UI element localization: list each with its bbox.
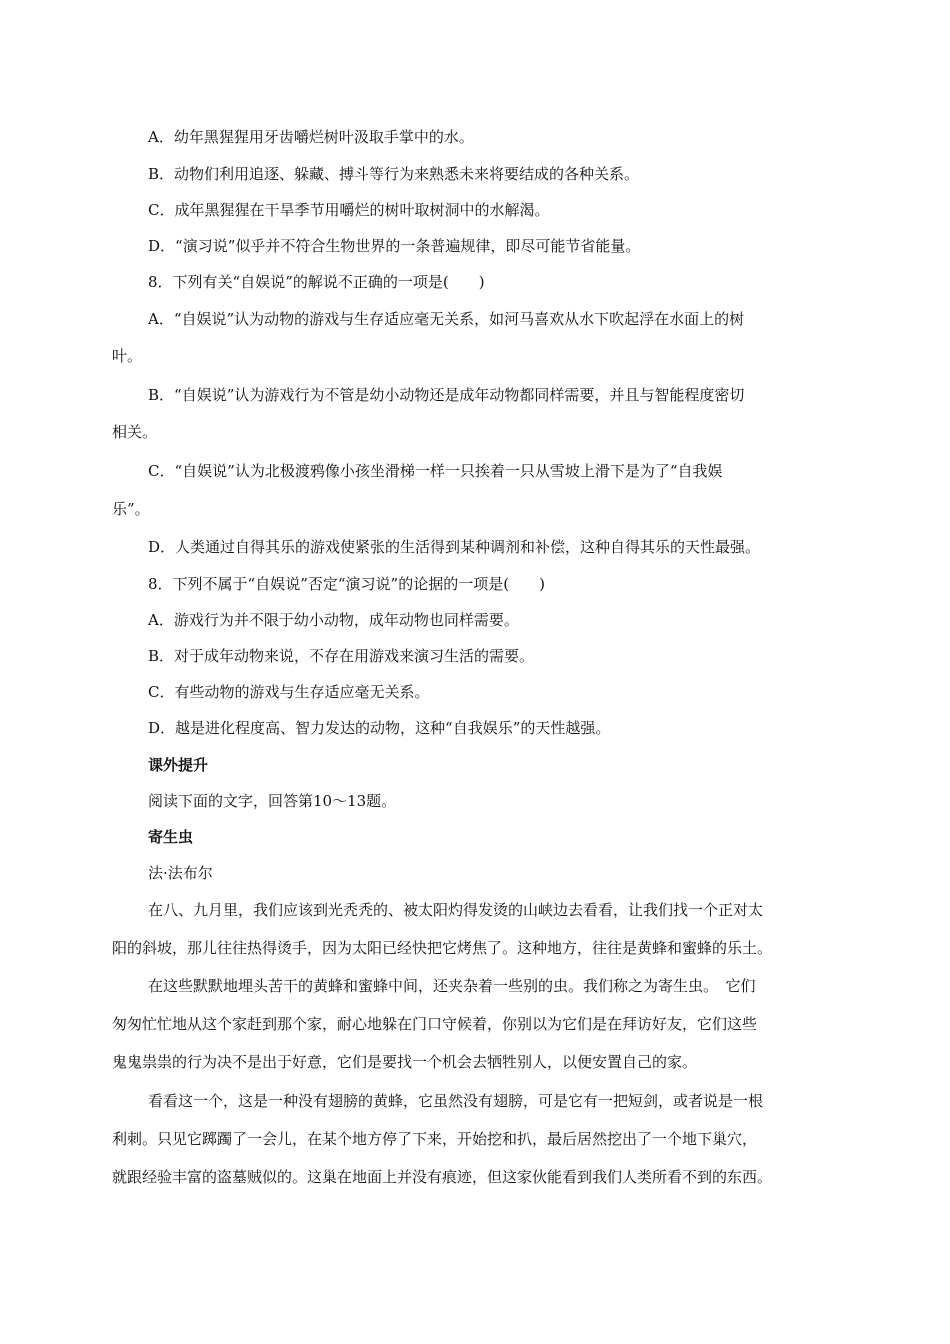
passage-title: 寄生虫 <box>148 828 194 846</box>
q8a-option-c-line1: C．“自娱说”认为北极渡鸦像小孩坐滑梯一样一只挨着一只从雪坡上滑下是为了“自我娱 <box>148 462 723 480</box>
passage-p2-line2: 匆匆忙忙地从这个家赶到那个家，耐心地躲在门口守候着，你别以为它们是在拜访好友，它们这些 <box>112 1015 758 1033</box>
q8a-option-b-line1: B．“自娱说”认为游戏行为不管是幼小动物还是成年动物都同样需要，并且与智能程度密切 <box>148 386 745 404</box>
q8b-option-b: B．对于成年动物来说，不存在用游戏来演习生活的需要。 <box>148 647 535 665</box>
section-instruction: 阅读下面的文字，回答第10～13题。 <box>148 792 397 810</box>
q8a-option-b-line2: 相关。 <box>112 423 158 441</box>
passage-p1-line2: 阳的斜坡，那儿往往热得烫手，因为太阳已经快把它烤焦了。这种地方，往往是黄蜂和蜜蜂的乐土。 <box>112 939 773 957</box>
passage-p2-line3: 鬼鬼祟祟的行为决不是出于好意，它们是要找一个机会去牺牲别人，以便安置自己的家。 <box>112 1053 698 1071</box>
passage-p3-line2: 利刺。只见它踯躅了一会儿，在某个地方停了下来，开始挖和扒，最后居然挖出了一个地下巢穴， <box>112 1130 758 1148</box>
q8b-option-d: D．越是进化程度高、智力发达的动物，这种“自我娱乐”的天性越强。 <box>148 719 611 737</box>
q8b-option-a: A．游戏行为并不限于幼小动物，成年动物也同样需要。 <box>148 611 519 629</box>
passage-p2-line1: 在这些默默地埋头苦干的黄蜂和蜜蜂中间，还夹杂着一些别的虫。我们称之为寄生虫。 它们 <box>148 977 756 995</box>
q8a-stem: 8．下列有关“自娱说”的解说不正确的一项是( ) <box>148 273 485 291</box>
passage-author: 法·法布尔 <box>148 864 213 882</box>
q7-option-d: D．“演习说”似乎并不符合生物世界的一条普遍规律，即尽可能节省能量。 <box>148 237 641 255</box>
q7-option-c: C．成年黑猩猩在干旱季节用嚼烂的树叶取树洞中的水解渴。 <box>148 201 550 219</box>
passage-p3-line3: 就跟经验丰富的盗墓贼似的。这巢在地面上并没有痕迹，但这家伙能看到我们人类所看不到的东西。 <box>112 1168 773 1186</box>
q8b-option-c: C．有些动物的游戏与生存适应毫无关系。 <box>148 683 430 701</box>
q8b-stem: 8．下列不属于“自娱说”否定“演习说”的论据的一项是( ) <box>148 575 545 593</box>
passage-p3-line1: 看看这一个，这是一种没有翅膀的黄蜂，它虽然没有翅膀，可是它有一把短剑，或者说是一根 <box>148 1092 764 1110</box>
q8a-option-c-line2: 乐”。 <box>112 500 150 518</box>
q7-option-a: A．幼年黑猩猩用牙齿嚼烂树叶汲取手掌中的水。 <box>148 128 474 146</box>
q8a-option-a-line1: A．“自娱说”认为动物的游戏与生存适应毫无关系，如河马喜欢从水下吹起浮在水面上的树 <box>148 310 745 328</box>
section-heading: 课外提升 <box>148 756 209 774</box>
q8a-option-a-line2: 叶。 <box>112 347 143 365</box>
passage-p1-line1: 在八、九月里，我们应该到光秃秃的、被太阳灼得发烫的山峡边去看看，让我们找一个正对太 <box>148 901 764 919</box>
q7-option-b: B．动物们利用追逐、躲藏、搏斗等行为来熟悉未来将要结成的各种关系。 <box>148 165 640 183</box>
q8a-option-d: D．人类通过自得其乐的游戏使紧张的生活得到某种调剂和补偿，这种自得其乐的天性最强。 <box>148 538 761 556</box>
